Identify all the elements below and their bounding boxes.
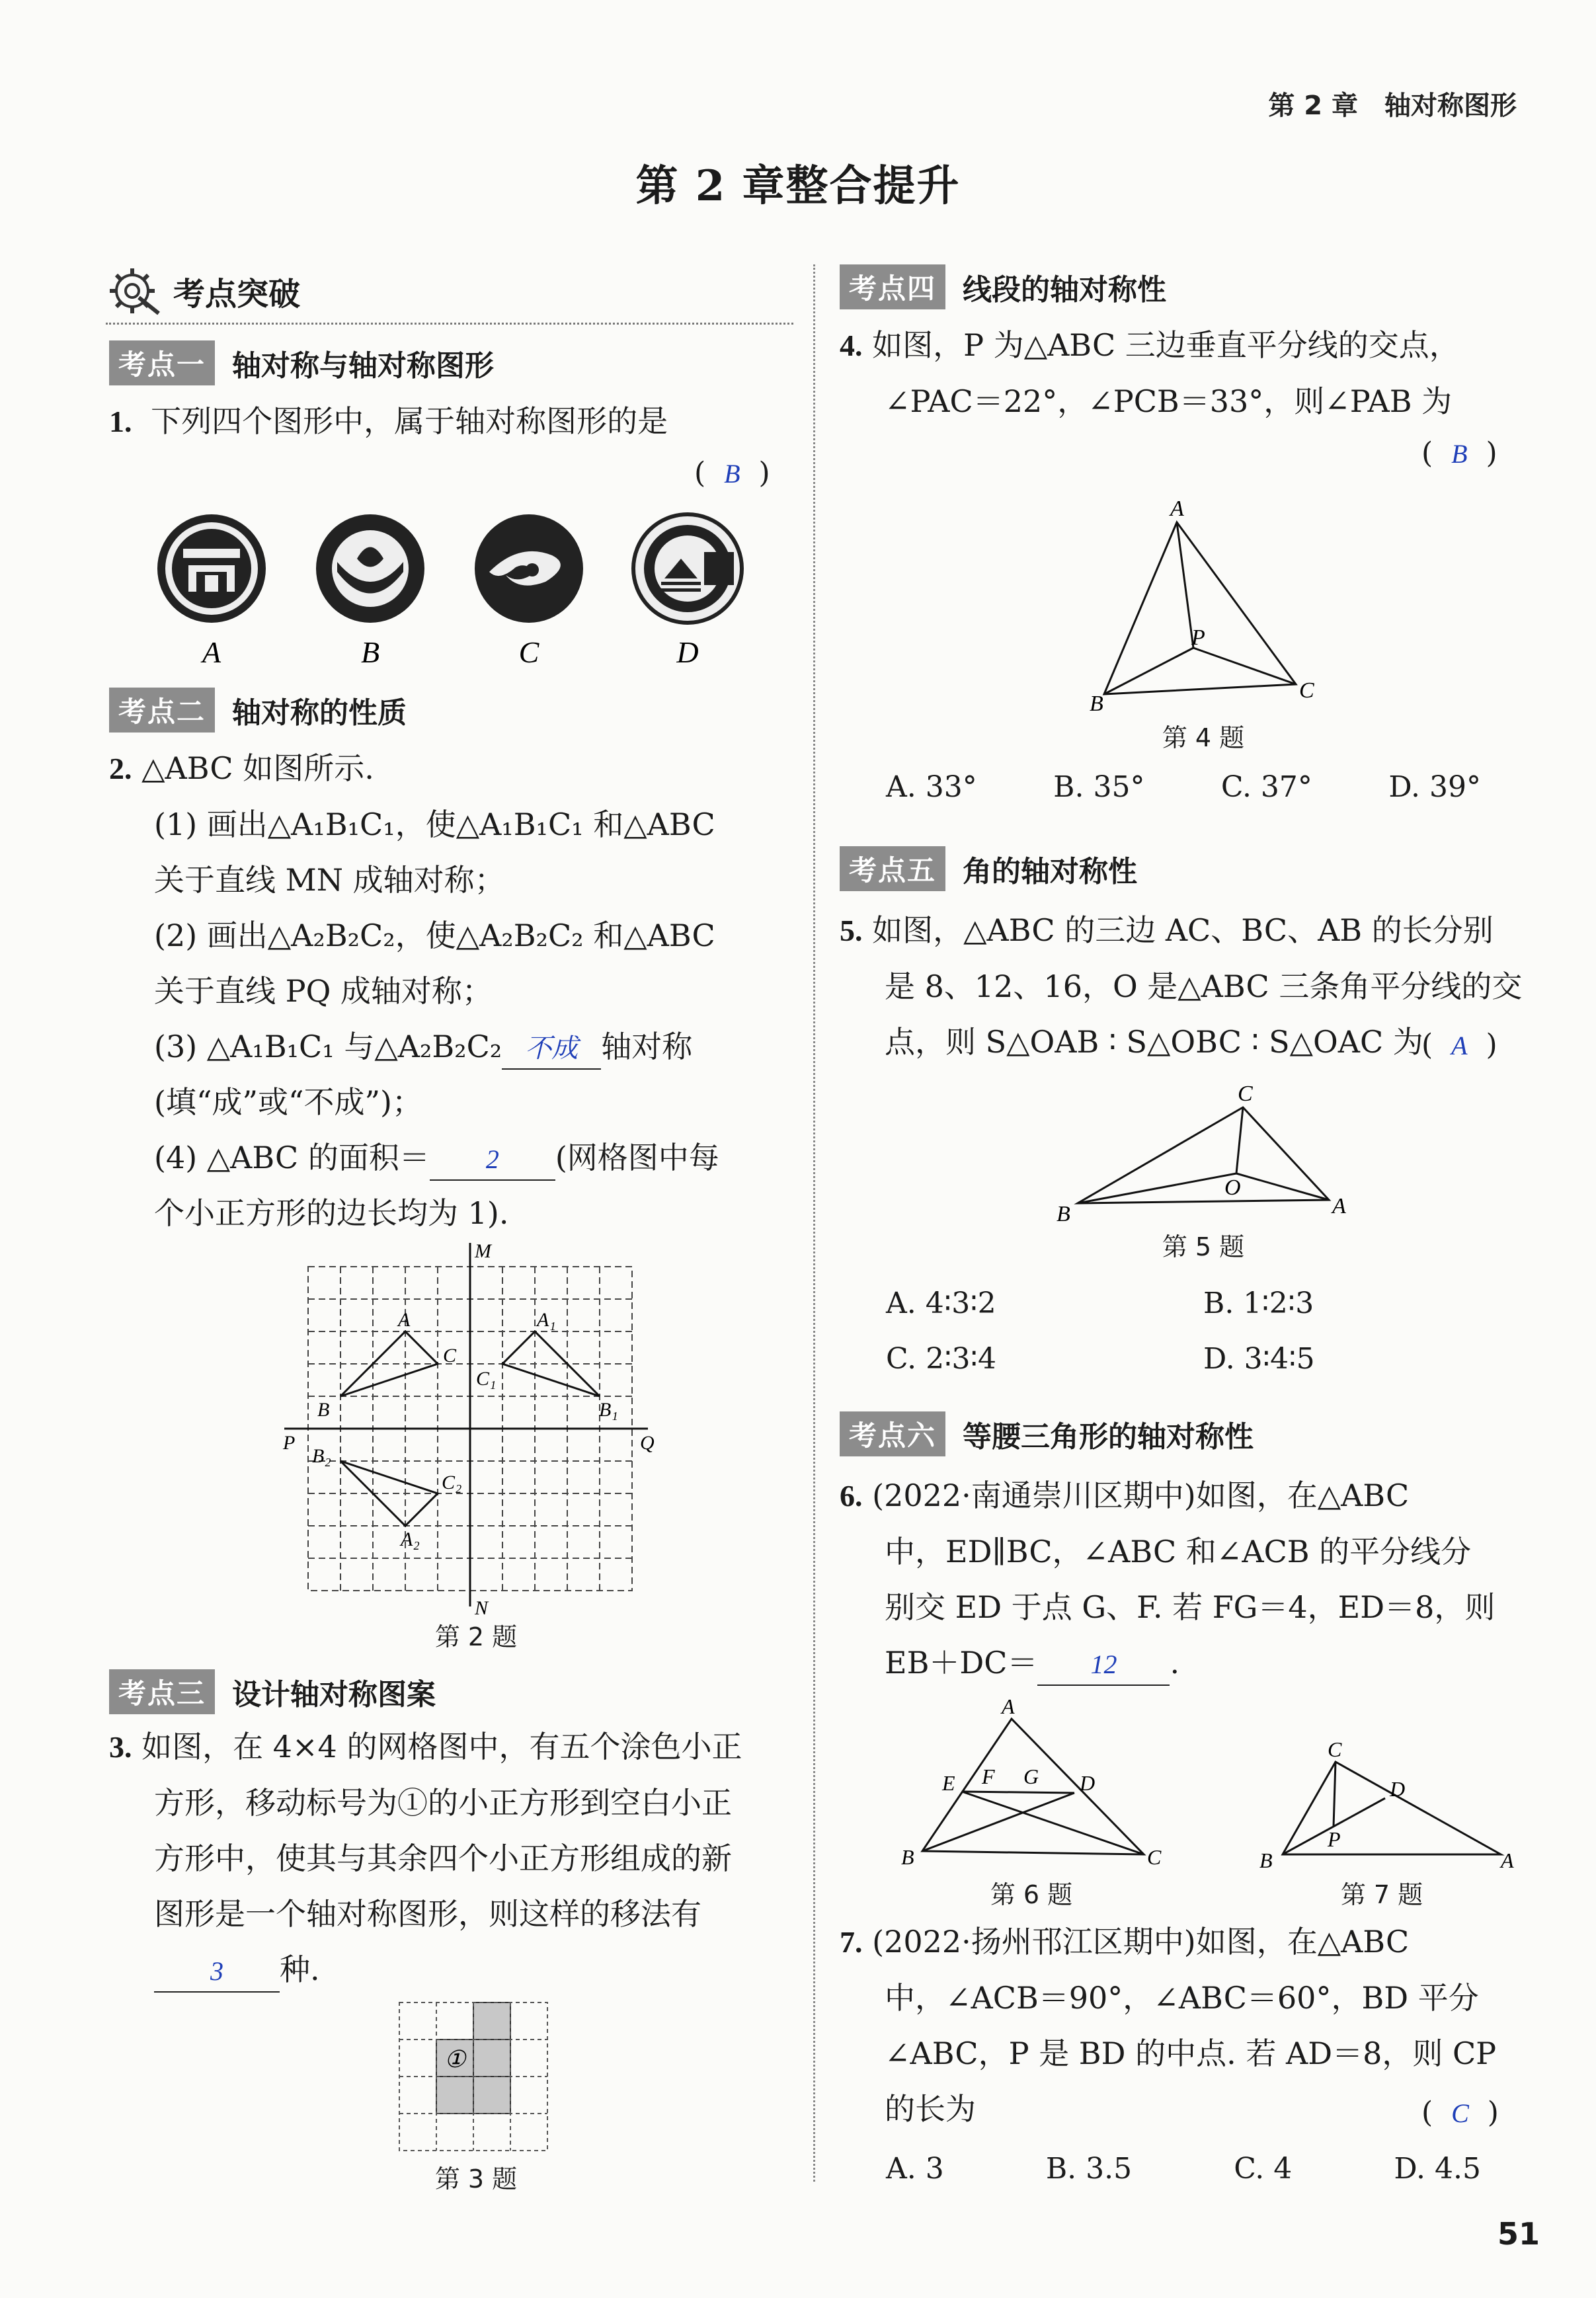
label-c2: C₂ bbox=[442, 1472, 462, 1493]
kaodian2-tag: 考点二 bbox=[109, 688, 215, 733]
q3 bbox=[109, 1719, 803, 1997]
running-header bbox=[1268, 85, 1517, 122]
section-main-header bbox=[106, 264, 793, 325]
q4-option-c: C. 37° bbox=[1220, 770, 1312, 804]
q3-line2: 方形，移动标号为①的小正方形到空白小正 bbox=[154, 1785, 732, 1821]
q5-line3: 点，则 S△OAB ∶ S△OBC ∶ S△OAC 为 bbox=[885, 1024, 1423, 1060]
q6-figure bbox=[896, 1699, 1174, 1878]
q5-line2: 是 8、12、16，O 是△ABC 三条角平分线的交 bbox=[885, 969, 1523, 1004]
q6-caption: 第 6 题 bbox=[990, 1880, 1073, 1909]
q4-line2: ∠PAC＝22°，∠PCB＝33°，则∠PAB 为 bbox=[885, 383, 1453, 419]
logo-c bbox=[475, 514, 583, 623]
q6-label-d: D bbox=[1080, 1771, 1096, 1795]
q3-line1: 如图，在 4×4 的网格图中，有五个涂色小正 bbox=[141, 1729, 742, 1764]
kaodian2-header bbox=[109, 688, 407, 733]
chapter-label: 第 2 章 bbox=[1268, 91, 1358, 121]
kaodian5-header bbox=[840, 846, 1137, 891]
q4-option-d: D. 39° bbox=[1388, 770, 1481, 804]
kaodian6-header bbox=[840, 1411, 1254, 1456]
q4-option-a: A. 33° bbox=[886, 770, 977, 804]
label-a1: A₁ bbox=[537, 1309, 556, 1331]
q4-option-b: B. 35° bbox=[1053, 770, 1145, 804]
kaodian5-title: 角的轴对称性 bbox=[963, 855, 1138, 889]
q5-label-a: A bbox=[1332, 1194, 1346, 1218]
column-divider bbox=[813, 264, 815, 2182]
q2-caption: 第 2 题 bbox=[434, 1622, 518, 1651]
q3-caption: 第 3 题 bbox=[434, 2164, 518, 2194]
kaodian3-header bbox=[109, 1669, 436, 1714]
q2-line3: (2) 画出△A₂B₂C₂，使△A₂B₂C₂ 和△ABC bbox=[154, 918, 715, 953]
q7-options bbox=[886, 2152, 1481, 2186]
q6-label-a: A bbox=[1002, 1699, 1015, 1718]
q7-option-a: A. 3 bbox=[886, 2152, 944, 2186]
q5-options bbox=[886, 1276, 1415, 1387]
kaodian4-header bbox=[840, 264, 1166, 309]
kaodian6-tag: 考点六 bbox=[840, 1411, 945, 1456]
kaodian3-tag: 考点三 bbox=[109, 1669, 215, 1714]
q5-caption: 第 5 题 bbox=[1162, 1232, 1245, 1261]
q5-answer-paren: ( A ) bbox=[1421, 1028, 1497, 1062]
q3-answer: 3 bbox=[210, 1956, 223, 1986]
q5-label-b: B bbox=[1057, 1202, 1070, 1226]
logo-a bbox=[157, 514, 266, 623]
q7-label-c: C bbox=[1328, 1737, 1342, 1761]
q4-label-p: P bbox=[1191, 625, 1205, 650]
q7-answer: C bbox=[1451, 2098, 1469, 2128]
q6-label-g: G bbox=[1023, 1764, 1039, 1788]
logo-b bbox=[316, 514, 424, 623]
label-c: C bbox=[443, 1345, 457, 1367]
label-a2: A₂ bbox=[401, 1528, 420, 1550]
q5-option-c: C. 2∶3∶4 bbox=[886, 1342, 996, 1376]
q7-label-b: B bbox=[1259, 1848, 1273, 1872]
q6-number: 6. bbox=[840, 1479, 863, 1513]
q2-figure bbox=[278, 1230, 674, 1626]
q1-logos bbox=[149, 509, 757, 674]
q1-label-b: B bbox=[360, 635, 380, 669]
q4-label-c: C bbox=[1299, 678, 1314, 703]
q4-figure bbox=[1078, 496, 1329, 721]
q4-options bbox=[886, 770, 1481, 804]
q3-mark: ① bbox=[444, 2046, 466, 2073]
q3-number: 3. bbox=[109, 1730, 132, 1764]
label-b2: B₂ bbox=[312, 1445, 331, 1467]
page-number: 51 bbox=[1497, 2216, 1540, 2252]
q3-line4: 图形是一个轴对称图形，则这样的移法有 bbox=[154, 1896, 701, 1932]
label-m: M bbox=[475, 1240, 491, 1262]
label-a: A bbox=[398, 1309, 411, 1331]
q7-answer-paren: ( C ) bbox=[1421, 2096, 1499, 2129]
q4-answer-paren: ( B ) bbox=[1421, 436, 1497, 470]
q2-line1: (1) 画出△A₁B₁C₁，使△A₁B₁C₁ 和△ABC bbox=[154, 807, 715, 842]
q2-answer4: 2 bbox=[485, 1144, 499, 1174]
q4-label-b: B bbox=[1090, 692, 1103, 716]
q4-answer: B bbox=[1451, 439, 1468, 469]
label-b1: B₁ bbox=[599, 1399, 618, 1421]
q1-label-c: C bbox=[518, 635, 539, 669]
logo-d bbox=[633, 514, 742, 623]
q2 bbox=[109, 740, 803, 1241]
q5-line1: 如图，△ABC 的三边 AC、BC、AB 的长分别 bbox=[872, 912, 1494, 948]
kaodian1-title: 轴对称与轴对称图形 bbox=[232, 349, 495, 383]
q5-answer: A bbox=[1451, 1031, 1468, 1060]
kaodian4-tag: 考点四 bbox=[840, 264, 945, 309]
kaodian3-title: 设计轴对称图案 bbox=[232, 1678, 436, 1712]
q7-option-c: C. 4 bbox=[1234, 2152, 1293, 2186]
kaodian6-title: 等腰三角形的轴对称性 bbox=[963, 1420, 1254, 1454]
q1-label-a: A bbox=[202, 635, 221, 669]
q7-number: 7. bbox=[840, 1925, 863, 1959]
q5-option-a: A. 4∶3∶2 bbox=[886, 1287, 996, 1320]
q2-line4: 关于直线 PQ 成轴对称； bbox=[154, 973, 493, 1009]
page-title: 第 2 章整合提升 bbox=[635, 161, 961, 211]
q6-answer: 12 bbox=[1090, 1649, 1117, 1679]
q6-line4a: EB＋DC＝ bbox=[885, 1645, 1038, 1681]
section-main-title: 考点突破 bbox=[173, 275, 301, 313]
q1-number: 1. bbox=[109, 405, 132, 438]
q6-line1: (2022·南通崇川区期中)如图，在△ABC bbox=[872, 1478, 1410, 1513]
kaodian1-tag: 考点一 bbox=[109, 340, 215, 385]
kaodian1-header bbox=[109, 340, 494, 385]
q7-label-p: P bbox=[1328, 1827, 1341, 1851]
q2-number: 2. bbox=[109, 752, 132, 785]
q4-caption: 第 4 题 bbox=[1162, 723, 1245, 752]
q2-line8: 个小正方形的边长均为 1). bbox=[154, 1195, 509, 1231]
q5-option-d: D. 3∶4∶5 bbox=[1203, 1342, 1315, 1376]
q4-line1: 如图，P 为△ABC 三边垂直平分线的交点， bbox=[872, 327, 1460, 363]
kaodian5-tag: 考点五 bbox=[840, 846, 945, 891]
q7-option-b: B. 3.5 bbox=[1045, 2152, 1133, 2186]
q2-line7a: (4) △ABC 的面积＝ bbox=[154, 1140, 430, 1175]
q3-tail: 种. bbox=[280, 1952, 320, 1987]
q1-label-d: D bbox=[676, 635, 699, 669]
q7-label-d: D bbox=[1390, 1777, 1406, 1801]
q2-line2: 关于直线 MN 成轴对称； bbox=[154, 862, 505, 898]
q4-number: 4. bbox=[840, 329, 863, 362]
q4 bbox=[840, 317, 1534, 429]
chapter-topic: 轴对称图形 bbox=[1384, 91, 1517, 121]
gear-icon bbox=[106, 264, 165, 317]
q2-line6: (填“成”或“不成”)； bbox=[154, 1084, 422, 1120]
q3-figure bbox=[397, 2000, 555, 2159]
q3-line3: 方形中，使其与其余四个小正方形组成的新 bbox=[154, 1841, 732, 1876]
q7-line2: 中，∠ACB＝90°，∠ABC＝60°，BD 平分 bbox=[885, 1980, 1479, 2016]
q2-line5a: (3) △A₁B₁C₁ 与△A₂B₂C₂ bbox=[154, 1029, 502, 1064]
q5-number: 5. bbox=[840, 914, 863, 947]
q7-figure bbox=[1243, 1735, 1521, 1881]
label-c1: C₁ bbox=[476, 1368, 497, 1390]
q5-label-o: O bbox=[1224, 1175, 1241, 1200]
q6-line2: 中，ED∥BC，∠ABC 和∠ACB 的平分线分 bbox=[885, 1534, 1472, 1569]
q2-intro: △ABC 如图所示. bbox=[141, 750, 374, 786]
q7-line4: 的长为 bbox=[885, 2091, 976, 2127]
q7-label-a: A bbox=[1501, 1848, 1514, 1872]
q7-line3: ∠ABC，P 是 BD 的中点. 若 AD＝8，则 CP bbox=[885, 2036, 1497, 2071]
q6-label-f: F bbox=[982, 1764, 995, 1788]
q6-label-c: C bbox=[1147, 1845, 1162, 1869]
q6-line4b: . bbox=[1170, 1645, 1180, 1681]
q1-answer-paren: ( B ) bbox=[694, 456, 770, 490]
label-n: N bbox=[475, 1597, 489, 1619]
q6-label-e: E bbox=[942, 1771, 955, 1795]
q6-line3: 别交 ED 于点 G、F. 若 FG＝4，ED＝8，则 bbox=[885, 1589, 1496, 1625]
q2-line5b: 轴对称 bbox=[601, 1029, 693, 1064]
q2-answer3: 不成 bbox=[525, 1033, 579, 1063]
q2-line7b: (网格图中每 bbox=[555, 1140, 719, 1175]
label-q: Q bbox=[640, 1432, 655, 1454]
q5-label-c: C bbox=[1238, 1082, 1253, 1106]
q1 bbox=[109, 393, 797, 450]
kaodian2-title: 轴对称的性质 bbox=[232, 696, 407, 730]
q7-caption: 第 7 题 bbox=[1340, 1880, 1423, 1909]
kaodian4-title: 线段的轴对称性 bbox=[963, 273, 1167, 307]
q1-answer: B bbox=[724, 459, 740, 489]
q1-text: 下列四个图形中，属于轴对称图形的是 bbox=[151, 403, 668, 439]
q7-line1: (2022·扬州邗江区期中)如图，在△ABC bbox=[872, 1924, 1410, 1960]
q6-label-b: B bbox=[901, 1845, 914, 1869]
q7-option-d: D. 4.5 bbox=[1394, 2152, 1481, 2186]
q4-label-a: A bbox=[1170, 496, 1184, 521]
q5-figure bbox=[1051, 1081, 1355, 1226]
label-b: B bbox=[317, 1399, 330, 1421]
label-p: P bbox=[283, 1432, 296, 1454]
q6 bbox=[840, 1468, 1540, 1690]
q5-option-b: B. 1∶2∶3 bbox=[1203, 1287, 1314, 1320]
